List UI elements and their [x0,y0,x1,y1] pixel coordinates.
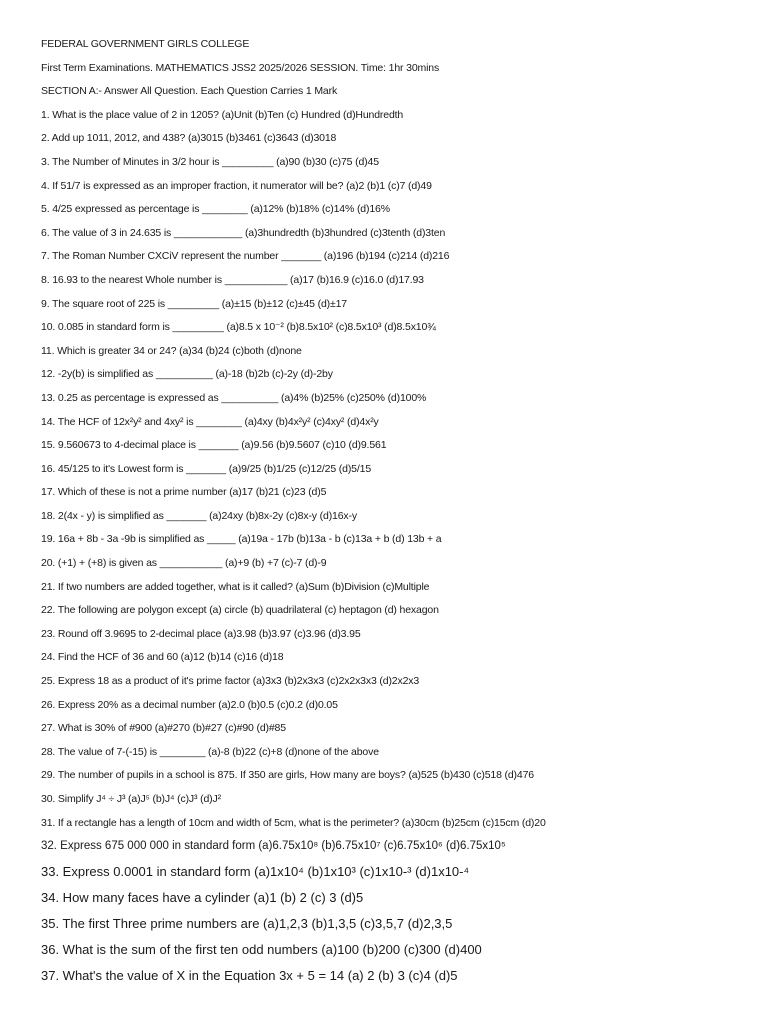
question-3: 3. The Number of Minutes in 3/2 hour is _________ (a)90 (b)30 (c)75 (d)45 [41,155,379,168]
question-27: 27. What is 30% of #900 (a)#270 (b)#27 (c)#90 (d)#85 [41,722,286,735]
question-23: 23. Round off 3.9695 to 2-decimal place (a)3.98 (b)3.97 (c)3.96 (d)3.95 [41,627,361,640]
question-9: 9. The square root of 225 is _________ (a)±15 (b)±12 (c)±45 (d)±17 [41,297,347,310]
question-30: 30. Simplify J⁴ ÷ J³ (a)J⁵ (b)J⁴ (c)J³ (d)J² [41,793,221,805]
question-19: 19. 16a + 8b - 3a -9b is simplified as _____ (a)19a - 17b (b)13a - b (c)13a + b (d) 13b + a [41,533,442,546]
question-13: 13. 0.25 as percentage is expressed as __________ (a)4% (b)25% (c)250% (d)100% [41,391,427,404]
question-32: 32. Express 675 000 000 in standard form (a)6.75x10⁸ (b)6.75x10⁷ (c)6.75x10⁶ (d)6.75x10⁵ [41,840,506,853]
question-31: 31. If a rectangle has a length of 10cm and width of 5cm, what is the perimeter? (a)30cm (b)25cm (c)15cm (d)20 [41,816,546,829]
question-18: 18. 2(4x - y) is simplified as _______ (a)24xy (b)8x-2y (c)8x-y (d)16x-y [41,509,357,522]
question-1: 1. What is the place value of 2 in 1205? (a)Unit (b)Ten (c) Hundred (d)Hundredth [41,108,404,121]
question-17: 17. Which of these is not a prime number (a)17 (b)21 (c)23 (d)5 [41,486,327,499]
question-15: 15. 9.560673 to 4-decimal place is _______ (a)9.56 (b)9.5607 (c)10 (d)9.561 [41,439,387,452]
school-name: FEDERAL GOVERNMENT GIRLS COLLEGE [41,38,250,50]
question-28: 28. The value of 7-(-15) is ________ (a)-8 (b)22 (c)+8 (d)none of the above [41,745,379,758]
question-36: 36. What is the sum of the first ten odd numbers (a)100 (b)200 (c)300 (d)400 [41,941,482,957]
question-24: 24. Find the HCF of 36 and 60 (a)12 (b)14 (c)16 (d)18 [41,651,284,664]
question-20: 20. (+1) + (+8) is given as ___________ (a)+9 (b) +7 (c)-7 (d)-9 [41,557,327,570]
question-6: 6. The value of 3 in 24.635 is ____________ (a)3hundredth (b)3hundred (c)3tenth (d)3ten [41,226,446,239]
question-34: 34. How many faces have a cylinder (a)1 (b) 2 (c) 3 (d)5 [41,889,364,905]
question-10: 10. 0.085 in standard form is _________ (a)8.5 x 10⁻² (b)8.5x10² (c)8.5x10³ (d)8.5x10¾ [41,321,436,334]
question-26: 26. Express 20% as a decimal number (a)2.0 (b)0.5 (c)0.2 (d)0.05 [41,698,338,711]
question-33: 33. Express 0.0001 in standard form (a)1x10⁴ (b)1x10³ (c)1x10-³ (d)1x10-⁴ [41,863,470,879]
question-4: 4. If 51/7 is expressed as an improper fraction, it numerator will be? (a)2 (b)1 (c)7 (d)49 [41,179,432,192]
question-25: 25. Express 18 as a product of it's prime factor (a)3x3 (b)2x3x3 (c)2x2x3x3 (d)2x2x3 [41,675,420,688]
question-5: 5. 4/25 expressed as percentage is ________ (a)12% (b)18% (c)14% (d)16% [41,203,390,216]
question-37: 37. What's the value of X in the Equation 3x + 5 = 14 (a) 2 (b) 3 (c)4 (d)5 [41,967,458,983]
question-16: 16. 45/125 to it's Lowest form is _______ (a)9/25 (b)1/25 (c)12/25 (d)5/15 [41,462,372,475]
section-heading: SECTION A:- Answer All Question. Each Question Carries 1 Mark [41,85,338,98]
question-11: 11. Which is greater 34 or 24? (a)34 (b)24 (c)both (d)none [41,344,302,357]
question-35: 35. The first Three prime numbers are (a)1,2,3 (b)1,3,5 (c)3,5,7 (d)2,3,5 [41,915,453,931]
question-12: 12. -2y(b) is simplified as __________ (a)-18 (b)2b (c)-2y (d)-2by [41,368,333,381]
question-29: 29. The number of pupils in a school is 875. If 350 are girls, How many are boys? (a)525 (b)430 (c)518 (d)476 [41,769,534,782]
exam-title: First Term Examinations. MATHEMATICS JSS2 2025/2026 SESSION. Time: 1hr 30mins [41,61,440,74]
question-21: 21. If two numbers are added together, what is it called? (a)Sum (b)Division (c)Multiple [41,580,430,593]
question-2: 2. Add up 1011, 2012, and 438? (a)3015 (b)3461 (c)3643 (d)3018 [41,132,337,145]
question-22: 22. The following are polygon except (a) circle (b) quadrilateral (c) heptagon (d) hexagon [41,604,439,617]
exam-content [41,33,761,989]
question-7: 7. The Roman Number CXCiV represent the number _______ (a)196 (b)194 (c)214 (d)216 [41,250,450,263]
question-14: 14. The HCF of 12x²y² and 4xy² is ________ (a)4xy (b)4x²y² (c)4xy² (d)4x²y [41,415,379,428]
question-8: 8. 16.93 to the nearest Whole number is ___________ (a)17 (b)16.9 (c)16.0 (d)17.93 [41,273,424,286]
